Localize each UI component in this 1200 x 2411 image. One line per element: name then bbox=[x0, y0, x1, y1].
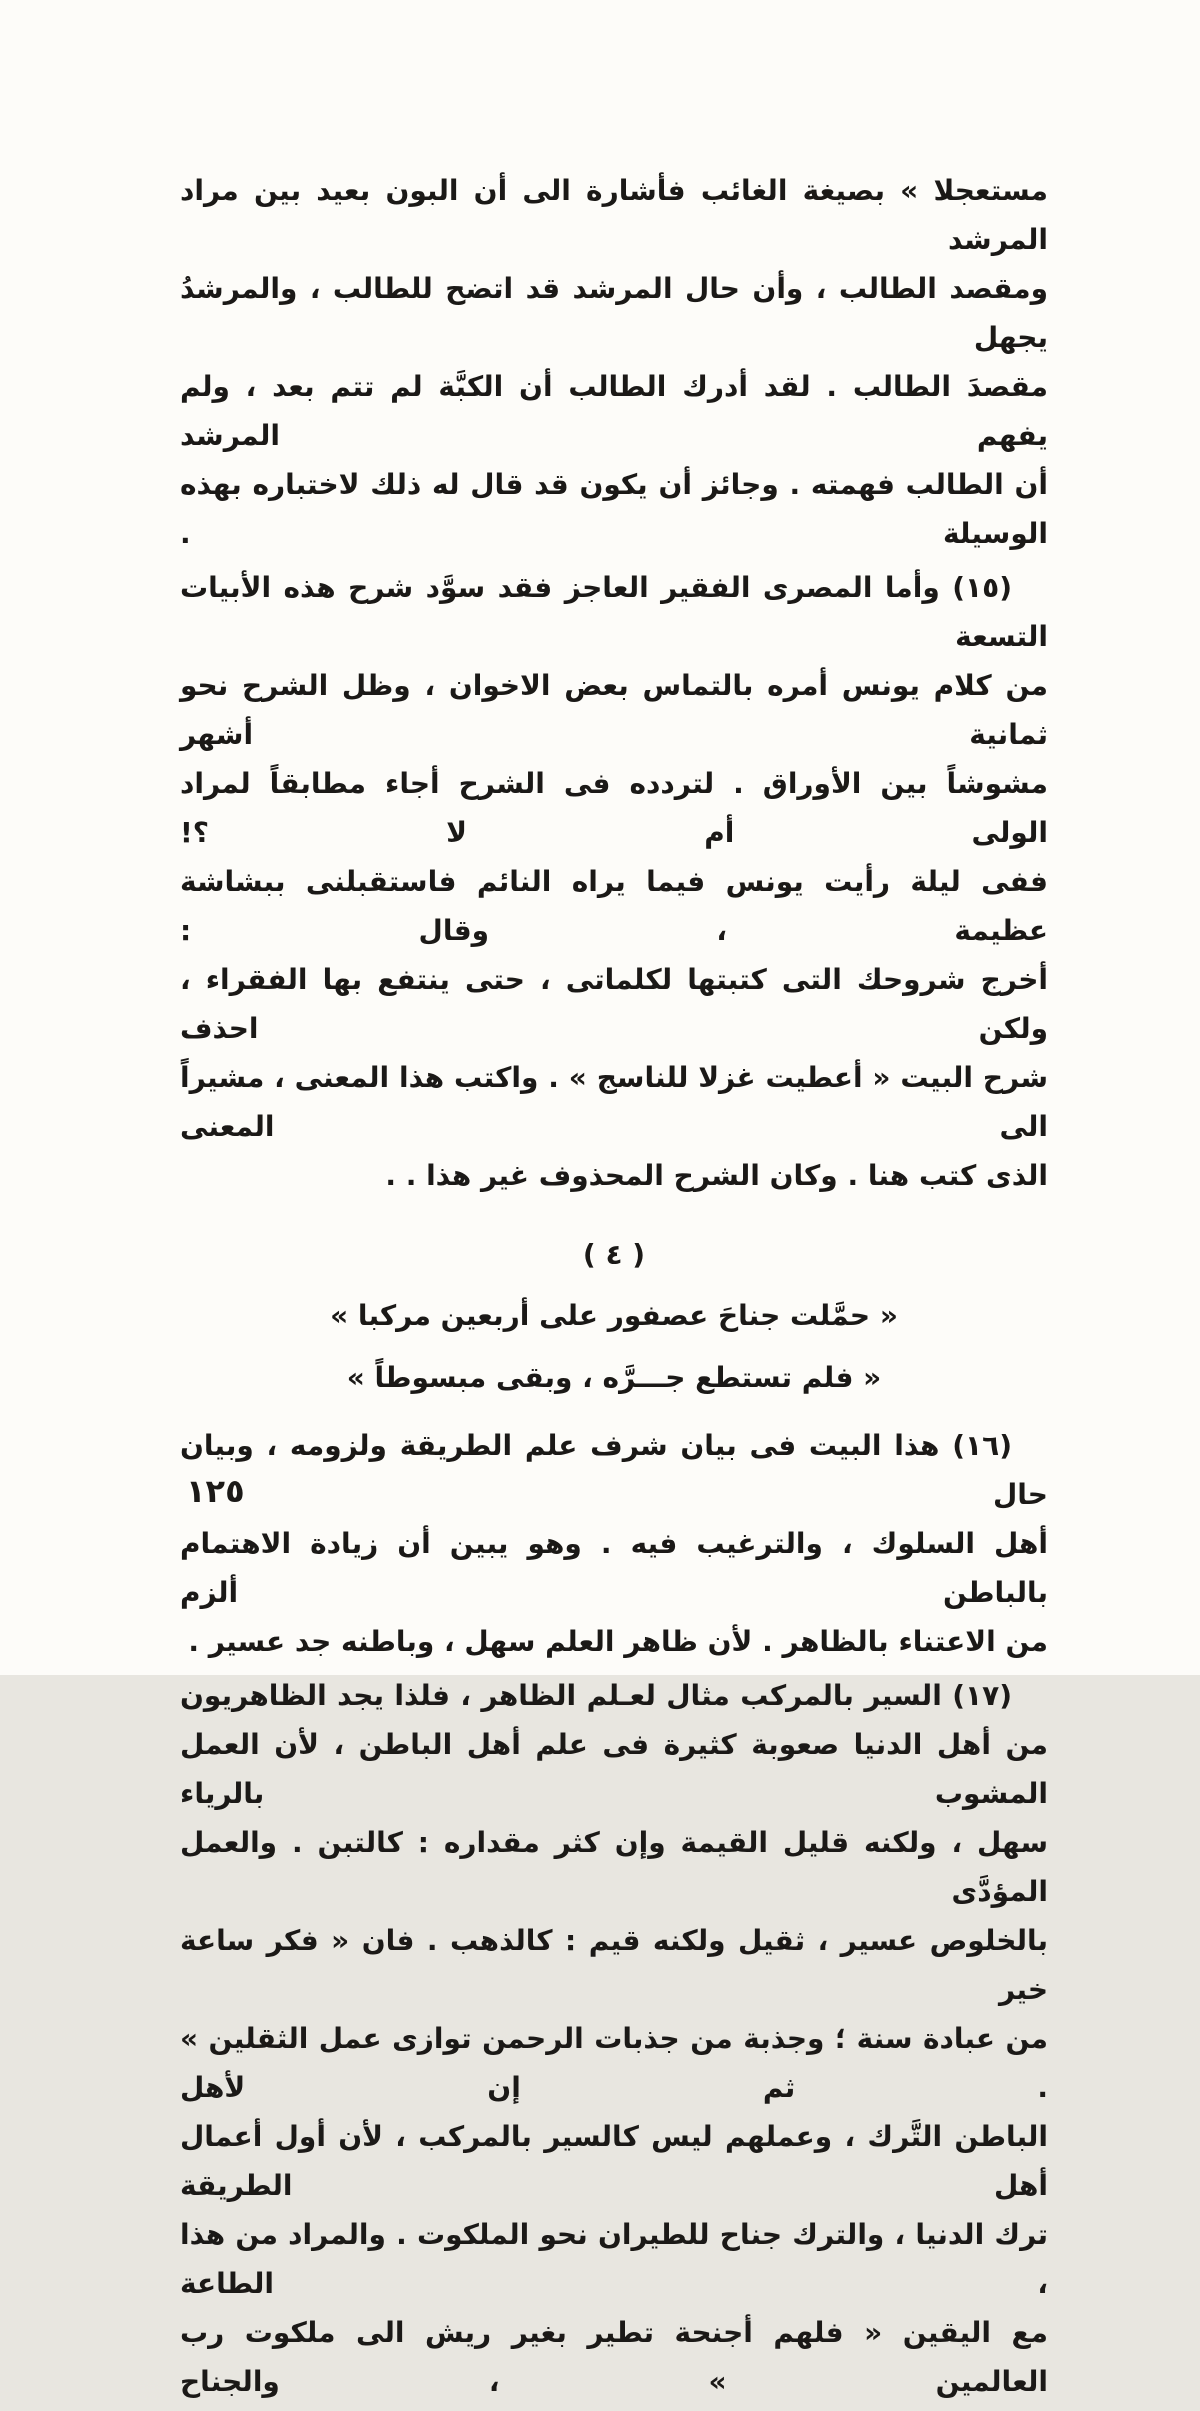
text-line: مع اليقين « فلهم أجنحة تطير بغير ريش الى ملكوت رب العالمين » ، والجناح bbox=[180, 2316, 1048, 2398]
text-line: (١٦) هذا البيت فى بيان شرف علم الطريقة ولزومه ، وبيان حال bbox=[180, 1429, 1048, 1511]
page-number: ١٢٥ bbox=[186, 1472, 245, 1510]
text-line: ومقصد الطالب ، وأن حال المرشد قد اتضح للطالب ، والمرشدُ يجهل bbox=[180, 272, 1048, 354]
paragraph bbox=[180, 563, 1048, 1200]
text-line: من الاعتناء بالظاهر . لأن ظاهر العلم سهل ، وباطنه جد عسير . bbox=[188, 1625, 1048, 1658]
text-line: من عبادة سنة ؛ وجذبة من جذبات الرحمن توازى عمل الثقلين » . ثم إن لأهل bbox=[180, 2022, 1048, 2104]
text-line: بالخلوص عسير ، ثقيل ولكنه قيم : كالذهب . فان « فكر ساعة خير bbox=[180, 1924, 1048, 2006]
text-line: (١٥) وأما المصرى الفقير العاجز فقد سوَّد شرح هذه الأبيات التسعة bbox=[180, 571, 1048, 653]
text-line: من أهل الدنيا صعوبة كثيرة فى علم أهل الباطن ، لأن العمل المشوب بالرياء bbox=[180, 1728, 1048, 1810]
text-line: الذى كتب هنا . وكان الشرح المحذوف غير هذا . . bbox=[385, 1159, 1048, 1192]
text-line: ففى ليلة رأيت يونس فيما يراه النائم فاستقبلنى ببشاشة عظيمة ، وقال : bbox=[180, 865, 1048, 947]
paragraph bbox=[180, 1671, 1048, 2406]
text-line: سهل ، ولكنه قليل القيمة وإن كثر مقداره : كالتبن . والعمل المؤدَّى bbox=[180, 1826, 1048, 1908]
text-line: ترك الدنيا ، والترك جناح للطيران نحو الملكوت . والمراد من هذا ، الطاعة bbox=[180, 2218, 1048, 2300]
section-number-heading: ( ٤ ) bbox=[582, 1238, 646, 1271]
text-line: مشوشاً بين الأوراق . لتردده فى الشرح أجاء مطابقاً لمراد الولى أم لا ؟! bbox=[180, 767, 1048, 849]
text-block bbox=[180, 166, 1048, 2411]
text-line: الباطن التَّرك ، وعملهم ليس كالسير بالمركب ، لأن أول أعمال أهل الطريقة bbox=[180, 2120, 1048, 2202]
paragraph bbox=[180, 166, 1048, 558]
text-line: (١٧) السير بالمركب مثال لعـلم الظاهر ، فلذا يجد الظاهريون bbox=[180, 1679, 1012, 1712]
text-line: أن الطالب فهمته . وجائز أن يكون قد قال له ذلك لاختباره بهذه الوسيلة . bbox=[180, 468, 1048, 550]
paragraph bbox=[180, 1421, 1048, 1666]
verse-line: « حمَّلت جناحَ عصفور على أربعين مركبا » bbox=[330, 1299, 898, 1332]
text-line: من كلام يونس أمره بالتماس بعض الاخوان ، وظل الشرح نحو ثمانية أشهر bbox=[180, 669, 1048, 751]
text-line: أهل السلوك ، والترغيب فيه . وهو يبين أن زيادة الاهتمام بالباطن ألزم bbox=[180, 1527, 1048, 1609]
text-line: شرح البيت « أعطيت غزلا للناسج » . واكتب هذا المعنى ، مشيراً الى المعنى bbox=[180, 1061, 1048, 1143]
text-line: مقصدَ الطالب . لقد أدرك الطالب أن الكبَّة لم تتم بعد ، ولم يفهم المرشد bbox=[180, 370, 1048, 452]
text-line: مستعجلا » بصيغة الغائب فأشارة الى أن البون بعيد بين مراد المرشد bbox=[180, 174, 1048, 256]
verse-line: « فلم تستطع جـــرَّه ، وبقى مبسوطاً » bbox=[346, 1361, 882, 1394]
text-line: أخرج شروحك التى كتبتها لكلماتى ، حتى ينتفع بها الفقراء ، ولكن احذف bbox=[180, 963, 1048, 1045]
